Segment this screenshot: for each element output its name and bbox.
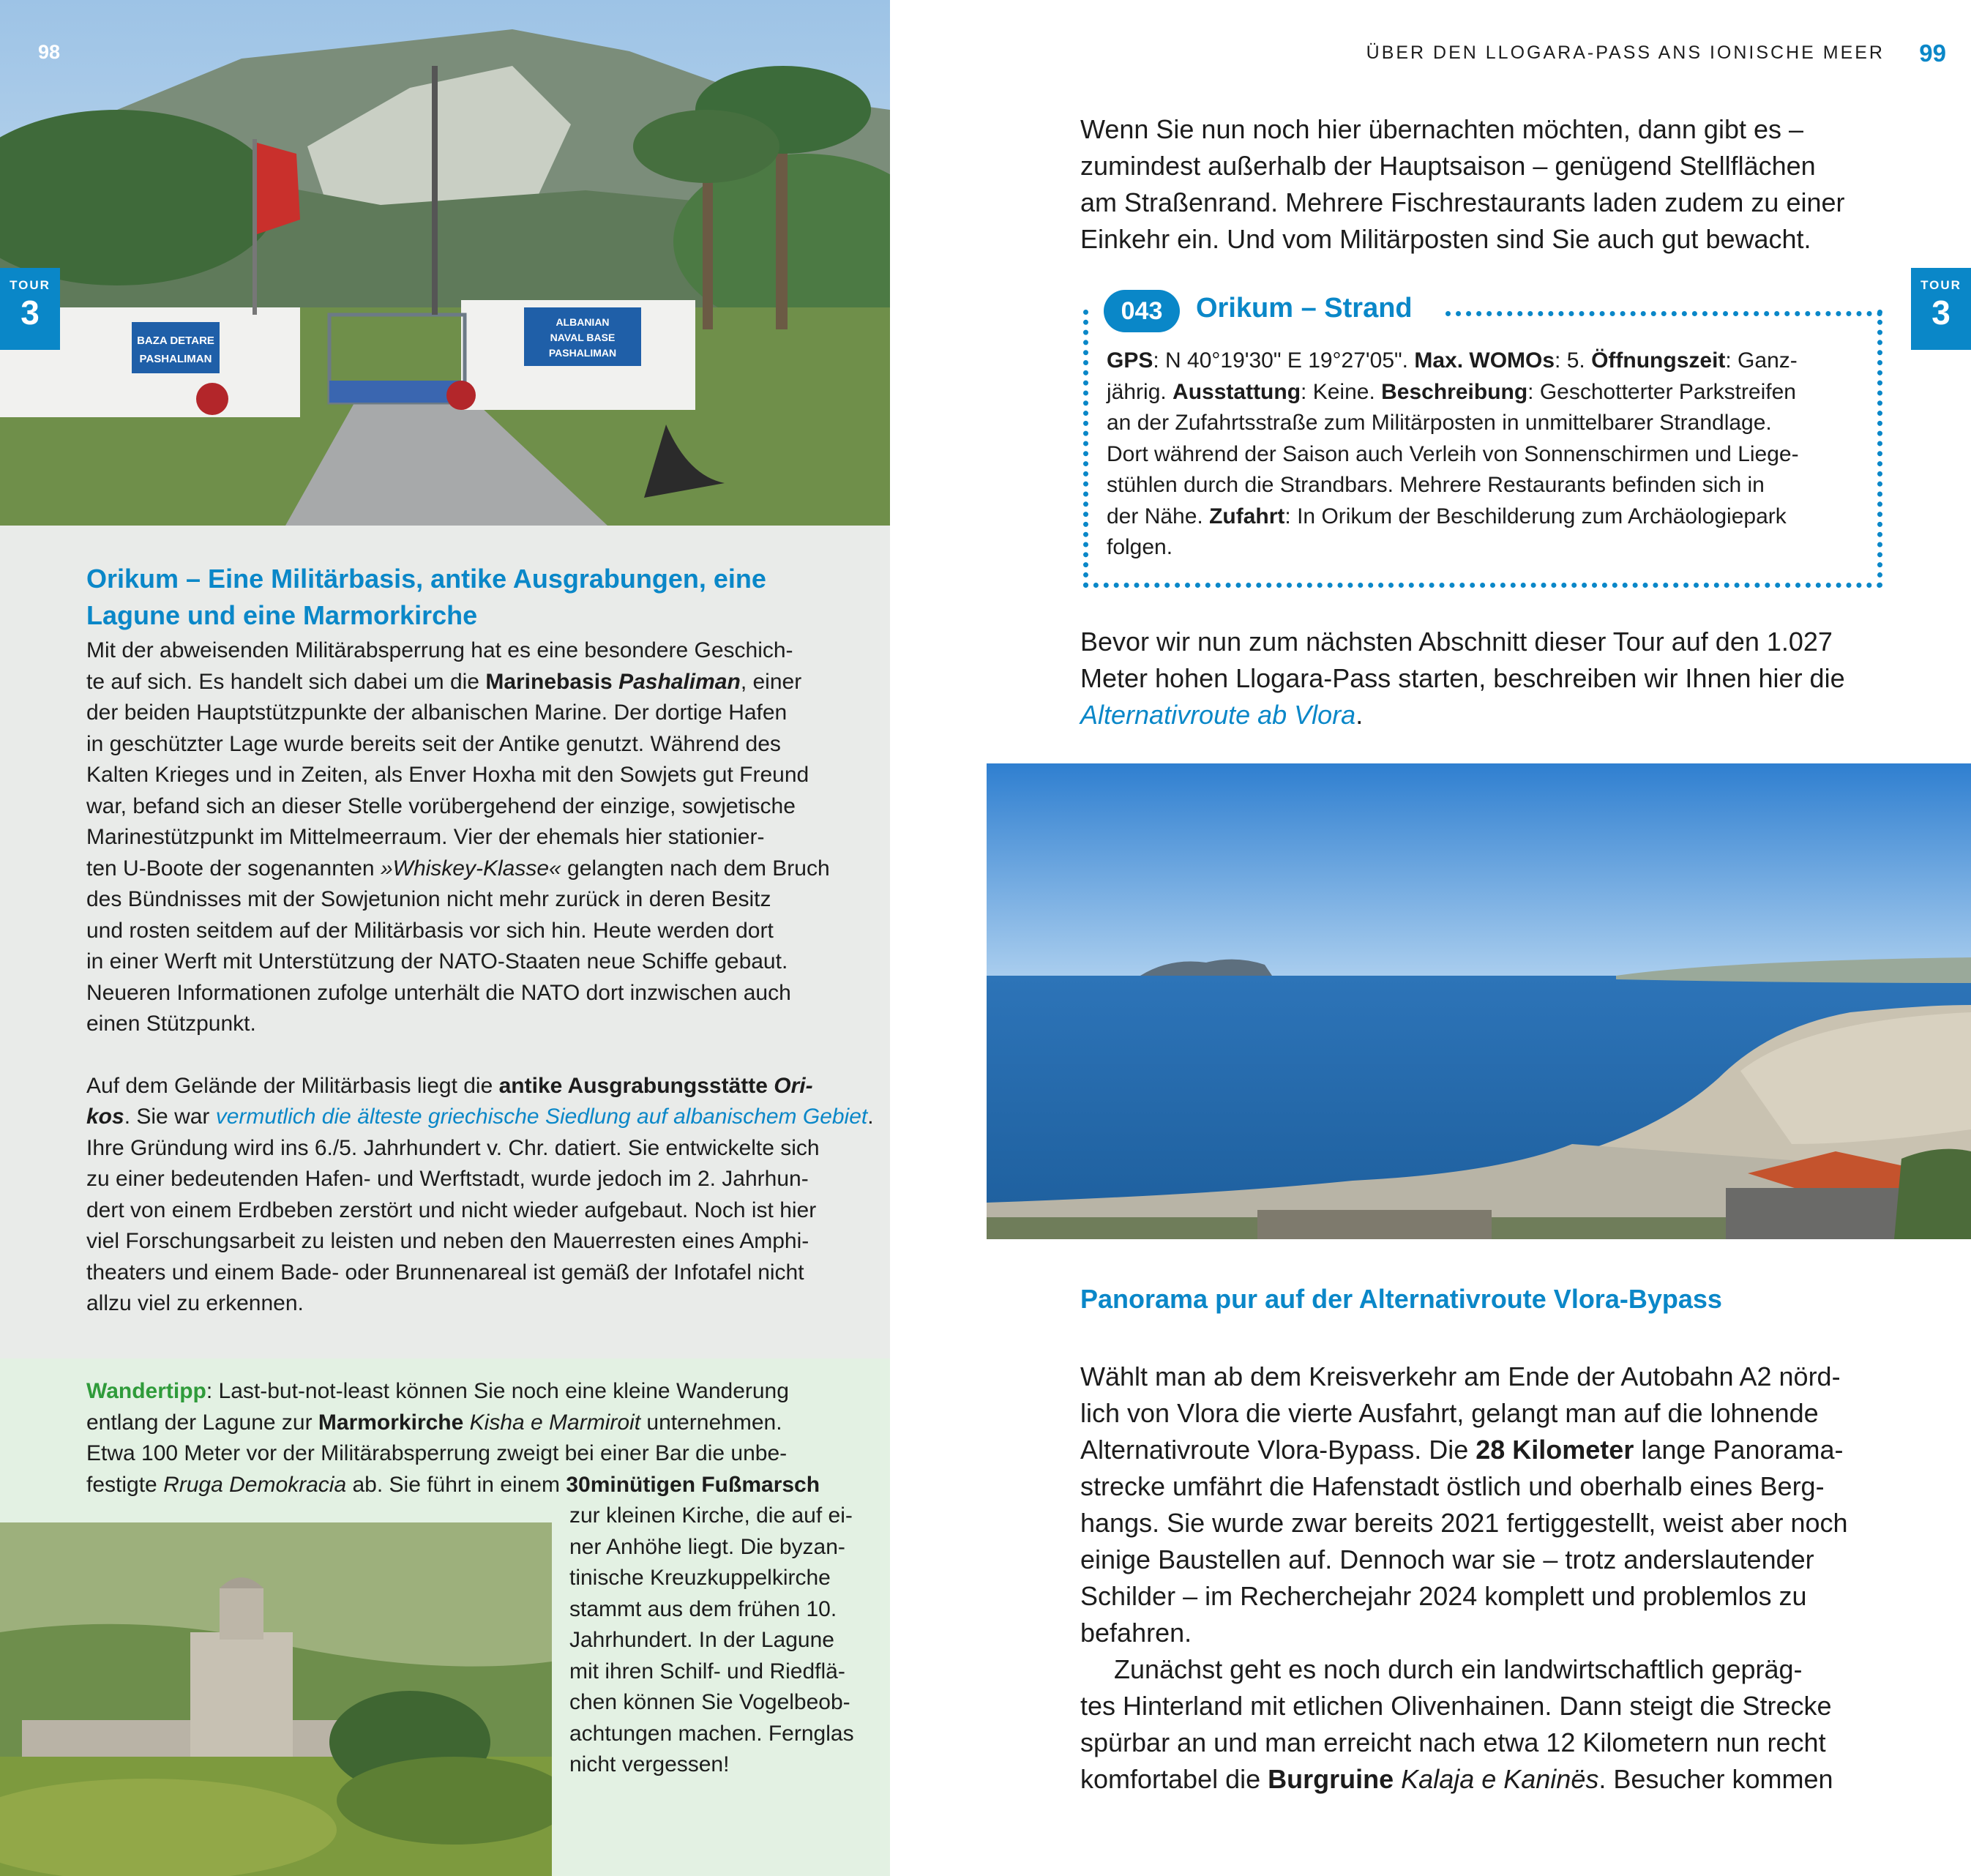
tour-tab-label: TOUR <box>10 278 51 292</box>
gate-sign-left-line1: BAZA DETARE <box>137 335 214 347</box>
wandertipp-narrow-column: zur kleinen Kirche, die auf ei- ner Anhöhe liegt. Die byzan- tinische Kreuzkuppelkirche stammt aus dem frühen 10. Jahrhundert. In der Lagune mit ihren Schilf- und Riedflä- chen können Sie Vogelbeob- achtungen machen. Fernglas nicht vergessen! <box>569 1503 854 1776</box>
site-number-badge: 043 <box>1104 290 1180 332</box>
gate-sign-left-line2: PASHALIMAN <box>139 353 212 365</box>
bevor-paragraph: Bevor wir nun zum nächsten Abschnitt dieser Tour auf den 1.027 Meter hohen Llogara-Pass starten, beschreiben wir Ihnen hier die Alternativroute ab Vlora. <box>1080 627 1845 730</box>
section-paragraph-1: Mit der abweisenden Militärabsperrung hat es eine besondere Geschich- te auf sich. Es handelt sich dabei um die Marinebasis Pashaliman, einer der beiden Hauptstützpunkte der albanischen Marine. Der dortige Hafen in geschützter Lage wurde bereits seit der Antike genutzt. Während des Kalten Krieges und in Zeiten, als Enver Hoxha mit den Sowjets gut Freund war, befand sich an dieser Stelle vorübergehend der einzige, sowjetische Marinestützpunkt im Mittelmeerraum. Vier der ehemals hier stationier- ten U-Boote der sogenannten »Whiskey-Klasse« gelangten nach dem Bruch des Bündnisses mit der Sowjetunion nicht mehr zurück in deren Besitz und rosten seitdem auf der Militärbasis vor sich hin. Heute werden dort in einer Werft mit Unterstützung der NATO-Staaten neue Schiffe gebaut. Neueren Informationen zufolge unterhält die NATO dort inzwischen auch einen Stützpunkt. <box>86 638 830 1036</box>
tour-tab-left <box>0 268 60 350</box>
vlora-bay-photo <box>987 763 1971 1239</box>
wandertipp-text: Wandertipp: Last-but-not-least können Sie noch eine kleine Wanderung entlang der Lagune zur Marmorkirche Kisha e Marmiroit unternehmen. Etwa 100 Meter vor der Militärabsperrung zweigt bei einer Bar die unbe- festigte Rruga Demokracia ab. Sie führt in einem 30minütigen Fußmarsch <box>86 1379 820 1497</box>
gate-sign-right-line3: PASHALIMAN <box>548 347 617 359</box>
section-title: Orikum – Eine Militärbasis, antike Ausgrabungen, eine Lagune und eine Marmorkirche <box>86 564 766 630</box>
tour-tab-label: TOUR <box>1920 278 1961 292</box>
wandertipp-label: Wandertipp <box>86 1379 206 1403</box>
panorama-paragraph: Wählt man ab dem Kreisverkehr am Ende der Autobahn A2 nörd- lich von Vlora die vierte Ausfahrt, gelangt man auf die lohnende Alternativroute Vlora-Bypass. Die 28 Kilometer lange Panorama- strecke umfährt die Hafenstadt östlich und oberhalb eines Berg- hangs. Sie wurde zwar bereits 2021 fertiggestellt, weist aber noch einige Baustellen auf. Dennoch war sie – trotz anderslautender Schilder – im Recherchejahr 2024 komplett und problemlos zu befahren. Zunächst geht es noch durch ein landwirtschaftlich gepräg- tes Hinterland mit etlichen Olivenhainen. Dann steigt die Strecke spürbar an und man erreicht nach etwa 12 Kilometern nun recht komfortabel die Burgruine Kalaja e Kaninës. Besucher kommen <box>1080 1361 1848 1794</box>
gate-sign-right-line1: ALBANIAN <box>556 316 610 328</box>
intro-paragraph: Wenn Sie nun noch hier übernachten möchten, dann gibt es – zumindest außerhalb der Hauptsaison – genügend Stellflächen am Straßenrand. Mehrere Fischrestaurants laden zudem zu einer Einkehr ein. Und vom Militärposten sind Sie auch gut bewacht. <box>1080 114 1845 254</box>
page-number-left: 98 <box>38 41 61 63</box>
info-box-text: GPS: N 40°19'30" E 19°27'05". Max. WOMOs: 5. Öffnungszeit: Ganz- jährig. Ausstattung: Keine. Beschreibung: Geschotterter Parkstreifen an der Zufahrtsstraße zum Militärposten in unmittelbarer Strandlage. Dort während der Saison auch Verleih von Sonnenschirmen und Liege- stühlen durch die Strandbars. Mehrere Restaurants befinden sich in der Nähe. Zufahrt: In Orikum der Beschilderung zum Archäologiepark folgen. <box>1107 348 1799 559</box>
running-head: ÜBER DEN LLOGARA-PASS ANS IONISCHE MEER <box>1366 42 1885 63</box>
info-box-title: Orikum – Strand <box>1196 293 1413 324</box>
panorama-title: Panorama pur auf der Alternativroute Vlora-Bypass <box>1080 1284 1722 1314</box>
gate-sign-right-line2: NAVAL BASE <box>550 332 616 343</box>
military-base-photo <box>0 0 890 526</box>
tour-tab-number: 3 <box>1931 294 1951 332</box>
marble-church-photo <box>0 1522 552 1876</box>
highlight-link-oldest-settlement[interactable]: vermutlich die älteste griechische Siedlung auf albanischem Gebiet <box>215 1105 868 1129</box>
section-orikum <box>86 561 874 1320</box>
alternativroute-link[interactable]: Alternativroute ab Vlora <box>1080 700 1356 730</box>
section-paragraph-2: Auf dem Gelände der Militärbasis liegt die antike Ausgrabungsstätte Ori- kos. Sie war vermutlich die älteste griechische Siedlung auf albanischem Gebiet. Ihre Gründung wird ins 6./5. Jahrhundert v. Chr. datiert. Sie entwickelte sich zu einer bedeutenden Hafen- und Werftstadt, wurde jedoch im 2. Jahrhun- dert von einem Erdbeben zerstört und nicht wieder aufgebaut. Noch ist hier viel Forschungsarbeit zu leisten und neben den Mauerresten eines Amphi- theaters und einem Bade- oder Brunnenareal ist gemäß der Infotafel nicht allzu viel zu erkennen. <box>86 1073 874 1315</box>
tour-tab-number: 3 <box>20 294 40 332</box>
tour-tab-right <box>1911 268 1971 350</box>
page-number-right: 99 <box>1919 40 1946 67</box>
